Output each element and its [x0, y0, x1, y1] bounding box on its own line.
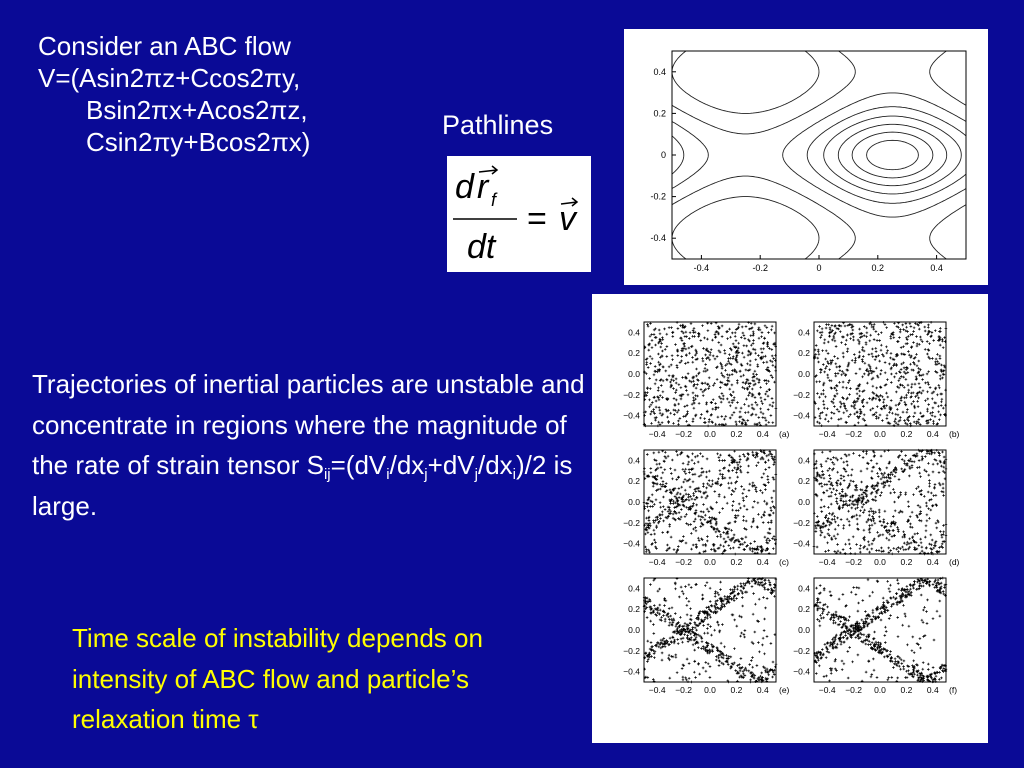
- scatter-panel-c: [623, 449, 789, 567]
- pathline-x-tick-label: 0.2: [871, 263, 885, 273]
- pathline-equation: [447, 156, 591, 272]
- pathline-contour-2: [838, 124, 946, 185]
- scatter-y-tick-label: −0.4: [623, 410, 640, 421]
- pathline-y-tick-label: -0.4: [650, 233, 666, 244]
- para1-sub-j2: j: [474, 466, 478, 483]
- scatter-panel-a: [623, 321, 789, 439]
- pathline-x-tick-label: 0: [816, 263, 822, 273]
- intro-line-1: Consider an ABC flow: [38, 31, 291, 61]
- pathline-y-tick-label: -0.2: [650, 191, 666, 202]
- scatter-y-tick-label: −0.2: [793, 517, 810, 528]
- scatter-y-tick-label: 0.0: [628, 625, 640, 635]
- intro-line-3: Bsin2πx+Acos2πz,: [86, 95, 308, 125]
- scatter-y-tick-label: 0.4: [798, 583, 810, 594]
- para1-text-b: =(dV: [330, 450, 387, 480]
- scatter-x-tick-label: −0.4: [648, 429, 666, 439]
- scatter-x-tick-label: 0.4: [926, 557, 939, 567]
- para1-sub-ij: ij: [323, 466, 331, 483]
- scatter-y-tick-label: 0.2: [798, 348, 810, 359]
- scatter-y-tick-label: 0.4: [628, 327, 640, 338]
- pathline-contour-0: [867, 140, 919, 169]
- scatter-x-tick-label: 0.4: [756, 557, 769, 567]
- scatter-y-tick-label: 0.0: [628, 497, 640, 507]
- scatter-x-tick-label: 0.4: [926, 685, 939, 695]
- scatter-y-tick-label: 0.2: [628, 348, 640, 359]
- scatter-x-tick-label: 0.2: [900, 557, 913, 567]
- scatter-x-tick-label: 0.2: [900, 429, 913, 439]
- scatter-x-tick-label: −0.4: [818, 685, 836, 695]
- para1-text-a: Trajectories of inertial particles are unstable and concentrate in regions where the magnitude of the rate of strain tensor S: [32, 369, 585, 480]
- scatter-x-tick-label: 0.4: [926, 429, 939, 439]
- para1-text-c: /dx: [389, 450, 425, 480]
- scatter-x-tick-label: −0.2: [845, 557, 862, 567]
- scatter-y-tick-label: −0.4: [793, 538, 810, 549]
- scatter-y-tick-label: 0.0: [628, 369, 640, 379]
- equation-rhs: v: [559, 200, 576, 238]
- scatter-y-tick-label: 0.4: [798, 455, 810, 466]
- scatter-y-tick-label: 0.4: [628, 583, 640, 594]
- intro-line-4: Csin2πy+Bcos2πx): [86, 127, 311, 157]
- pathline-contour-1: [852, 132, 933, 178]
- paragraph-trajectories: [32, 364, 587, 526]
- scatter-x-tick-label: 0.0: [704, 429, 716, 439]
- pathline-axes-frame: [672, 51, 966, 259]
- equation-numerator-r: r: [477, 168, 489, 206]
- pathline-x-tick-label: -0.2: [752, 263, 768, 273]
- equation-denominator: dt: [467, 228, 496, 266]
- scatter-panel-label: (a): [779, 429, 790, 439]
- para1-sub-i: i: [386, 466, 390, 483]
- scatter-points: [643, 577, 778, 683]
- scatter-x-tick-label: −0.4: [818, 429, 836, 439]
- scatter-x-tick-label: −0.4: [648, 685, 666, 695]
- pathline-contours: [672, 51, 966, 259]
- scatter-x-tick-label: 0.2: [900, 685, 913, 695]
- para1-text-e: /dx: [477, 450, 513, 480]
- scatter-y-tick-label: 0.0: [798, 625, 810, 635]
- scatter-x-tick-label: 0.4: [756, 429, 769, 439]
- scatter-y-tick-label: −0.4: [623, 666, 640, 677]
- paragraph-time-scale: Time scale of instability depends on intensity of ABC flow and particle’s relaxation time τ: [72, 623, 483, 734]
- scatter-y-tick-label: 0.4: [798, 327, 810, 338]
- scatter-y-tick-label: −0.4: [793, 666, 810, 677]
- scatter-y-tick-label: −0.2: [793, 645, 810, 656]
- scatter-panel-d: [793, 449, 959, 567]
- scatter-frame: [644, 322, 776, 426]
- para1-text-d: +dV: [427, 450, 475, 480]
- scatter-x-tick-label: 0.4: [756, 685, 769, 695]
- intro-line-2: V=(Asin2πz+Ccos2πy,: [38, 63, 301, 93]
- pathlines-plot: [624, 29, 988, 285]
- scatter-x-tick-label: 0.2: [730, 685, 743, 695]
- pathline-x-tick-label: -0.4: [693, 263, 710, 273]
- scatter-x-tick-label: −0.2: [675, 557, 692, 567]
- para1-text-f: )/2 is large.: [32, 450, 573, 521]
- scatter-x-tick-label: 0.0: [704, 685, 716, 695]
- scatter-y-tick-label: −0.2: [623, 645, 640, 656]
- scatter-y-tick-label: 0.2: [628, 476, 640, 487]
- pathlines-label: Pathlines: [442, 110, 554, 140]
- scatter-points: [643, 449, 777, 555]
- pathline-y-tick-label: 0.2: [653, 108, 666, 119]
- scatter-points: [813, 321, 947, 427]
- pathline-contour-7: [672, 51, 966, 259]
- scatter-points: [813, 449, 948, 555]
- scatter-y-tick-label: 0.2: [628, 604, 640, 615]
- equation-numerator-sub: f: [491, 190, 497, 210]
- intro-text: [38, 30, 310, 158]
- scatter-x-tick-label: −0.2: [845, 685, 862, 695]
- scatter-points: [643, 321, 777, 427]
- particle-scatter-figure: [592, 294, 988, 743]
- equation-numerator-d: d: [455, 168, 474, 206]
- scatter-x-tick-label: 0.2: [730, 429, 743, 439]
- scatter-svg: [592, 294, 988, 743]
- scatter-x-tick-label: −0.4: [818, 557, 836, 567]
- scatter-y-tick-label: −0.2: [623, 389, 640, 400]
- pathline-contour-3: [824, 116, 962, 194]
- scatter-points: [813, 577, 947, 683]
- pathline-contour-6: [672, 51, 966, 259]
- scatter-panel-e: [623, 577, 789, 695]
- scatter-panel-f: [793, 577, 957, 695]
- scatter-panel-label: (b): [949, 429, 960, 439]
- scatter-x-tick-label: −0.2: [675, 685, 692, 695]
- scatter-x-tick-label: −0.2: [675, 429, 692, 439]
- scatter-panel-label: (c): [779, 557, 789, 567]
- scatter-x-tick-label: −0.2: [845, 429, 862, 439]
- scatter-y-tick-label: 0.0: [798, 497, 810, 507]
- scatter-y-tick-label: 0.2: [798, 604, 810, 615]
- scatter-y-tick-label: −0.4: [793, 410, 810, 421]
- scatter-x-tick-label: 0.0: [874, 557, 886, 567]
- pathlines-svg: [624, 29, 988, 285]
- scatter-frame: [814, 578, 946, 682]
- pathline-x-tick-label: 0.4: [930, 263, 943, 273]
- equation-equals: =: [527, 200, 547, 238]
- scatter-x-tick-label: 0.0: [704, 557, 716, 567]
- scatter-y-tick-label: −0.4: [623, 538, 640, 549]
- para1-sub-i2: i: [512, 466, 517, 483]
- scatter-x-tick-label: −0.4: [648, 557, 666, 567]
- scatter-panel-label: (d): [949, 557, 960, 567]
- scatter-y-tick-label: 0.0: [798, 369, 810, 379]
- scatter-x-tick-label: 0.2: [730, 557, 743, 567]
- scatter-x-tick-label: 0.0: [874, 429, 886, 439]
- scatter-panel-label: (e): [779, 685, 790, 695]
- para1-sub-j: j: [424, 466, 428, 483]
- scatter-panel-b: [793, 321, 959, 439]
- pathline-y-tick-label: 0: [660, 150, 666, 160]
- scatter-y-tick-label: 0.2: [798, 476, 810, 487]
- pathline-y-tick-label: 0.4: [653, 66, 666, 77]
- scatter-y-tick-label: −0.2: [623, 517, 640, 528]
- scatter-panel-label: (f): [949, 685, 958, 695]
- scatter-y-tick-label: −0.2: [793, 389, 810, 400]
- scatter-x-tick-label: 0.0: [874, 685, 886, 695]
- scatter-y-tick-label: 0.4: [628, 455, 640, 466]
